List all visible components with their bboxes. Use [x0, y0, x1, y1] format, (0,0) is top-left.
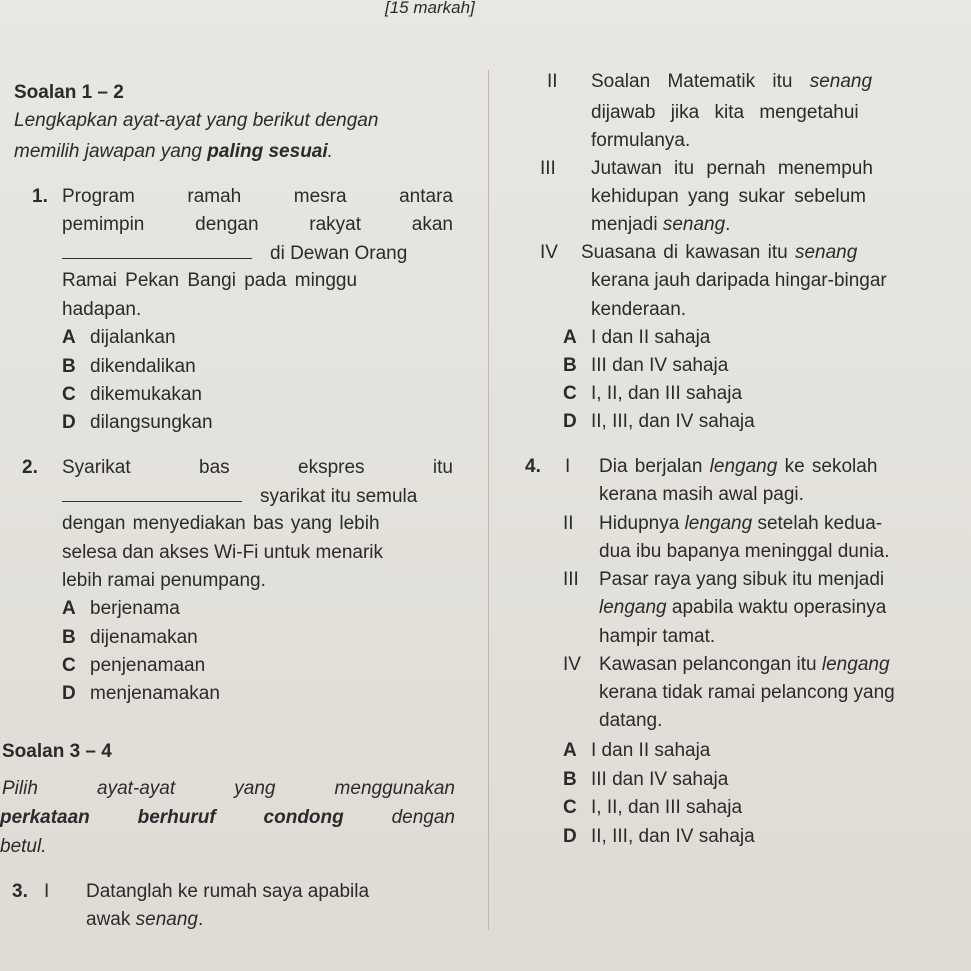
q3-option-c[interactable]: C I, II, dan III sahaja [563, 383, 743, 404]
q3-statement-4-line-3: kenderaan. [591, 299, 687, 320]
q2-line-1: Syarikat bas ekspres itu [62, 457, 453, 478]
q4-statement-4-roman: IV [563, 654, 581, 675]
q2-option-c[interactable]: C penjenamaan [62, 655, 206, 676]
q2-line-4: selesa dan akses Wi-Fi untuk menarik [62, 542, 384, 563]
q4-statement-1-roman: I [565, 456, 571, 477]
q4-statement-2-line-1: Hidupnya lengang setelah kedua- [599, 513, 883, 534]
q4-option-a[interactable]: A I dan II sahaja [563, 740, 711, 761]
q4-option-d[interactable]: D II, III, dan IV sahaja [563, 826, 755, 847]
q3-statement-3-line-3: menjadi senang. [591, 214, 731, 235]
section-title-1-2: Soalan 1 – 2 [14, 82, 124, 103]
q4-option-c[interactable]: C I, II, dan III sahaja [563, 797, 743, 818]
q3-option-d[interactable]: D II, III, dan IV sahaja [563, 411, 755, 432]
q4-statement-3-roman: III [563, 569, 579, 590]
q2-line-2: syarikat itu semula [62, 485, 417, 508]
q4-option-b[interactable]: B III dan IV sahaja [563, 769, 729, 790]
q4-statement-3-line-3: hampir tamat. [599, 626, 716, 647]
q2-line-5: lebih ramai penumpang. [62, 570, 266, 591]
q1-option-c[interactable]: C dikemukakan [62, 384, 202, 405]
q3-statement-1-line-1: Datanglah ke rumah saya apabila [86, 881, 370, 902]
instruction-3-4-line-1: Pilih ayat-ayat yang menggunakan [2, 778, 455, 799]
q4-statement-4-line-2: kerana tidak ramai pelancong yang [599, 682, 895, 703]
q3-statement-2-line-2: dijawab jika kita mengetahui [591, 102, 859, 123]
q1-line-4: Ramai Pekan Bangi pada minggu [62, 270, 358, 291]
q4-number: 4. [525, 456, 541, 477]
q4-statement-2-line-2: dua ibu bapanya meninggal dunia. [599, 541, 890, 562]
q4-statement-4-line-3: datang. [599, 710, 663, 731]
q3-statement-2-line-1: Soalan Matematik itu senang [591, 71, 873, 92]
q3-statement-4-line-1: Suasana di kawasan itu senang [581, 242, 858, 263]
q2-option-d[interactable]: D menjenamakan [62, 683, 220, 704]
q1-option-a[interactable]: A dijalankan [62, 327, 176, 348]
q1-answer-blank[interactable] [62, 242, 252, 259]
column-divider [488, 70, 489, 930]
q3-statement-2-line-3: formulanya. [591, 130, 691, 151]
q3-option-b[interactable]: B III dan IV sahaja [563, 355, 729, 376]
q4-statement-3-line-1: Pasar raya yang sibuk itu menjadi [599, 569, 885, 590]
q2-number: 2. [22, 457, 38, 478]
q4-statement-1-line-2: kerana masih awal pagi. [599, 484, 804, 505]
q1-option-d[interactable]: D dilangsungkan [62, 412, 213, 433]
marks-label: [15 markah] [385, 0, 475, 17]
q1-line-3: di Dewan Orang [62, 242, 407, 265]
instruction-line-1: Lengkapkan ayat-ayat yang berikut dengan [14, 110, 379, 131]
q3-statement-1-line-2: awak senang. [86, 909, 204, 930]
q2-line-3: dengan menyediakan bas yang lebih [62, 513, 380, 534]
instruction-3-4-line-3: betul. [0, 836, 47, 857]
q2-option-a[interactable]: A berjenama [62, 598, 180, 619]
q4-statement-1-line-1: Dia berjalan lengang ke sekolah [599, 456, 878, 477]
q1-line-1: Program ramah mesra antara [62, 186, 453, 207]
q3-statement-3-line-1: Jutawan itu pernah menempuh [591, 158, 873, 179]
q1-line-2: pemimpin dengan rakyat akan [62, 214, 453, 235]
q3-statement-3-roman: III [540, 158, 556, 179]
q4-statement-4-line-1: Kawasan pelancongan itu lengang [599, 654, 890, 675]
q3-statement-1-roman: I [44, 881, 50, 902]
q4-statement-3-line-2: lengang apabila waktu operasinya [599, 597, 887, 618]
q1-number: 1. [32, 186, 48, 207]
q1-line-5: hadapan. [62, 299, 142, 320]
q3-statement-3-line-2: kehidupan yang sukar sebelum [591, 186, 867, 207]
q3-statement-4-roman: IV [540, 242, 558, 263]
q2-option-b[interactable]: B dijenamakan [62, 627, 198, 648]
q3-statement-2-roman: II [547, 71, 558, 92]
instruction-line-2: memilih jawapan yang paling sesuai. [14, 141, 333, 162]
q1-option-b[interactable]: B dikendalikan [62, 356, 196, 377]
instruction-3-4-line-2: perkataan berhuruf condong dengan [0, 807, 455, 828]
q3-option-a[interactable]: A I dan II sahaja [563, 327, 711, 348]
q3-statement-4-line-2: kerana jauh daripada hingar-bingar [591, 270, 887, 291]
q4-statement-2-roman: II [563, 513, 574, 534]
q3-number: 3. [12, 881, 28, 902]
section-title-3-4: Soalan 3 – 4 [2, 741, 112, 762]
q2-answer-blank[interactable] [62, 485, 242, 502]
